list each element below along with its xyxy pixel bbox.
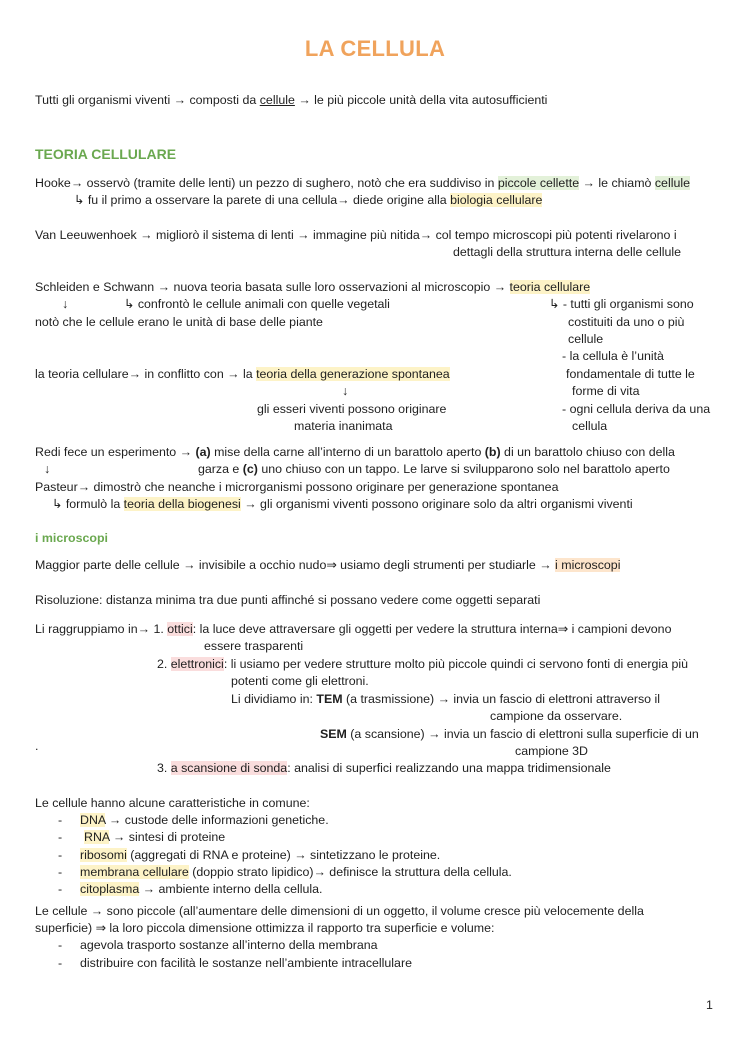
risoluzione-line: Risoluzione: distanza minima tra due punti affinché si possano vedere come oggetti separati [35,593,541,607]
redi-text: Redi fece un esperimento → [35,445,196,459]
hooke-text-mid: → le chiamò [579,176,655,190]
conflict-line [35,366,450,383]
list-item-text: → ambiente interno della cellula. [139,882,323,896]
intro-line [35,92,547,109]
pasteur-line-1: Pasteur→ dimostrò che neanche i microrganismi possono originare per generazione spontanea [35,480,559,494]
list-item-text: → custode delle informazioni genetiche. [105,813,329,827]
cells-term: cellule [259,93,295,107]
group-2-line [157,656,688,673]
redi-label: (b) [484,445,501,459]
leeuwenhoek-line-2: dettagli della struttura interna delle cellule [453,245,681,259]
page-title: LA CELLULA [304,36,446,61]
dimensione-line-2: superficie) ⇒ la loro piccola dimensione ottimizza il rapporto tra superficie e volume: [35,921,495,935]
tem-cont: campione da osservare. [490,709,623,723]
list-item-text: (aggregati di RNA e proteine) → sintetizzano le proteine. [126,848,441,862]
redi-line-1 [35,444,675,461]
hooke-text: Hooke→ osservò (tramite delle lenti) un pezzo di sughero, notò che era suddiviso in [35,176,498,190]
group-text: 3. [157,761,171,775]
tem-line [231,691,660,708]
schleiden-sub: ↳ confrontò le cellule animali con quelle vegetali [124,297,390,311]
group-text: : la luce deve attraversare gli oggetti per vedere la struttura interna⇒ i campioni devono [192,622,672,636]
list-item [80,847,440,864]
stray-dot: . [35,739,39,753]
list-bullet: - [58,938,63,952]
list-item [80,881,322,898]
highlight-term: a scansione di sonda [170,761,288,775]
pasteur-line-2 [52,496,633,513]
redi-text: mise della carne all’interno di un barattolo aperto [210,445,485,459]
highlight-term: teoria della biogenesi [123,497,241,511]
schleiden-text: Schleiden e Schwann → nuova teoria basata sulle loro osservazioni al microscopio → [35,280,510,294]
highlight-term: piccole cellette [497,176,580,190]
hooke-line-2 [74,192,542,209]
highlight-term: ribosomi [80,848,127,862]
sem-text: (a scansione) → invia un fascio di elettroni sulla superficie di un [346,727,699,741]
tem-text: Li dividiamo in: [231,692,317,706]
list-item-text: (doppio strato lipidico)→ definisce la struttura della cellula. [188,865,512,879]
highlight-term: cellule [654,176,690,190]
theory-point: costituiti da uno o più [568,315,685,329]
theory-point: cellula [572,419,608,433]
group-text: 2. [157,657,171,671]
highlight-term: ottici [167,622,193,636]
highlight-term: DNA [80,813,106,827]
pasteur-text: ↳ formulò la [52,497,124,511]
list-item [80,812,329,829]
intro-text: Tutti gli organismi viventi → composti da [35,93,260,107]
group-text: : analisi di superfici realizzando una mappa tridimensionale [287,761,611,775]
dimensione-line-1: Le cellule → sono piccole (all’aumentare delle dimensioni di un oggetto, il volume cresce più velocemente della [35,904,644,918]
group-3-line [157,760,611,777]
sem-line [320,726,699,743]
leeuwenhoek-line-1: Van Leeuwenhoek → migliorò il sistema di lenti → immagine più nitida→ col tempo microscopi più potenti rivelarono i [35,228,677,242]
group-1-cont: essere trasparenti [204,639,304,653]
schleiden-note: notò che le cellule erano le unità di base delle piante [35,315,323,329]
highlight-term: i microscopi [555,558,621,572]
redi-label: (a) [195,445,211,459]
highlight-term: RNA [84,830,110,844]
down-arrow: ↓ [342,384,349,398]
list-item [84,829,225,846]
tem-text: (a trasmissione) → invia un fascio di elettroni attraverso il [342,692,661,706]
highlight-term: membrana cellulare [80,865,189,879]
spontaneous-gen-text: materia inanimata [294,419,393,433]
list-bullet: - [58,813,63,827]
redi-text: di un barattolo chiuso con della [500,445,675,459]
list-bullet: - [58,956,63,970]
microscopi-text: Maggior parte delle cellule → invisibile a occhio nudo⇒ usiamo degli strumenti per studiarle → [35,558,556,572]
page-number: 1 [706,998,713,1012]
list-bullet: - [58,882,63,896]
theory-point: ↳ - tutti gli organismi sono [549,297,694,311]
sem-label: SEM [320,727,347,741]
section-heading-teoria: TEORIA CELLULARE [35,146,177,162]
spontaneous-gen-text: gli esseri viventi possono originare [257,402,447,416]
highlight-term: citoplasma [80,882,140,896]
down-arrow: ↓ [44,462,51,476]
list-bullet: - [58,865,63,879]
highlight-term: teoria della generazione spontanea [256,367,450,381]
list-item [80,864,512,881]
list-bullet: - [58,848,63,862]
sem-cont: campione 3D [515,744,589,758]
group-2-cont: potenti come gli elettroni. [231,674,369,688]
group-1-line [35,621,671,638]
schleiden-line [35,279,590,296]
hooke-line-1 [35,175,690,192]
microscopi-line [35,557,620,574]
highlight-term: biologia cellulare [450,193,543,207]
highlight-term: elettronici [170,657,224,671]
tem-label: TEM [316,692,343,706]
list-item-text: → sintesi di proteine [109,830,226,844]
theory-point: cellule [568,332,604,346]
intro-text-end: → le più piccole unità della vita autosufficienti [294,93,548,107]
theory-point: forme di vita [572,384,640,398]
list-item: distribuire con facilità le sostanze nell’ambiente intracellulare [80,956,412,970]
theory-point: - ogni cellula deriva da una [562,402,711,416]
pasteur-text: → gli organismi viventi possono originare solo da altri organismi viventi [240,497,633,511]
hooke-text: ↳ fu il primo a osservare la parete di una cellula→ diede origine alla [74,193,451,207]
caratteristiche-intro: Le cellule hanno alcune caratteristiche in comune: [35,796,310,810]
conflict-text: la teoria cellulare→ in conflitto con → la [35,367,257,381]
highlight-term: teoria cellulare [509,280,591,294]
section-heading-microscopi: i microscopi [35,531,108,545]
redi-text: uno chiuso con un tappo. Le larve si svilupparono solo nel barattolo aperto [257,462,670,476]
group-text: Li raggruppiamo in→ 1. [35,622,168,636]
down-arrow: ↓ [62,297,69,311]
theory-point: fondamentale di tutte le [566,367,695,381]
redi-text: garza e [198,462,243,476]
redi-line-2 [198,461,670,478]
list-bullet: - [58,830,63,844]
theory-point: - la cellula è l’unità [562,349,664,363]
redi-label: (c) [242,462,258,476]
group-text: : li usiamo per vedere strutture molto più piccole quindi ci servono fonti di energia più [223,657,689,671]
list-item: agevola trasporto sostanze all’interno della membrana [80,938,378,952]
